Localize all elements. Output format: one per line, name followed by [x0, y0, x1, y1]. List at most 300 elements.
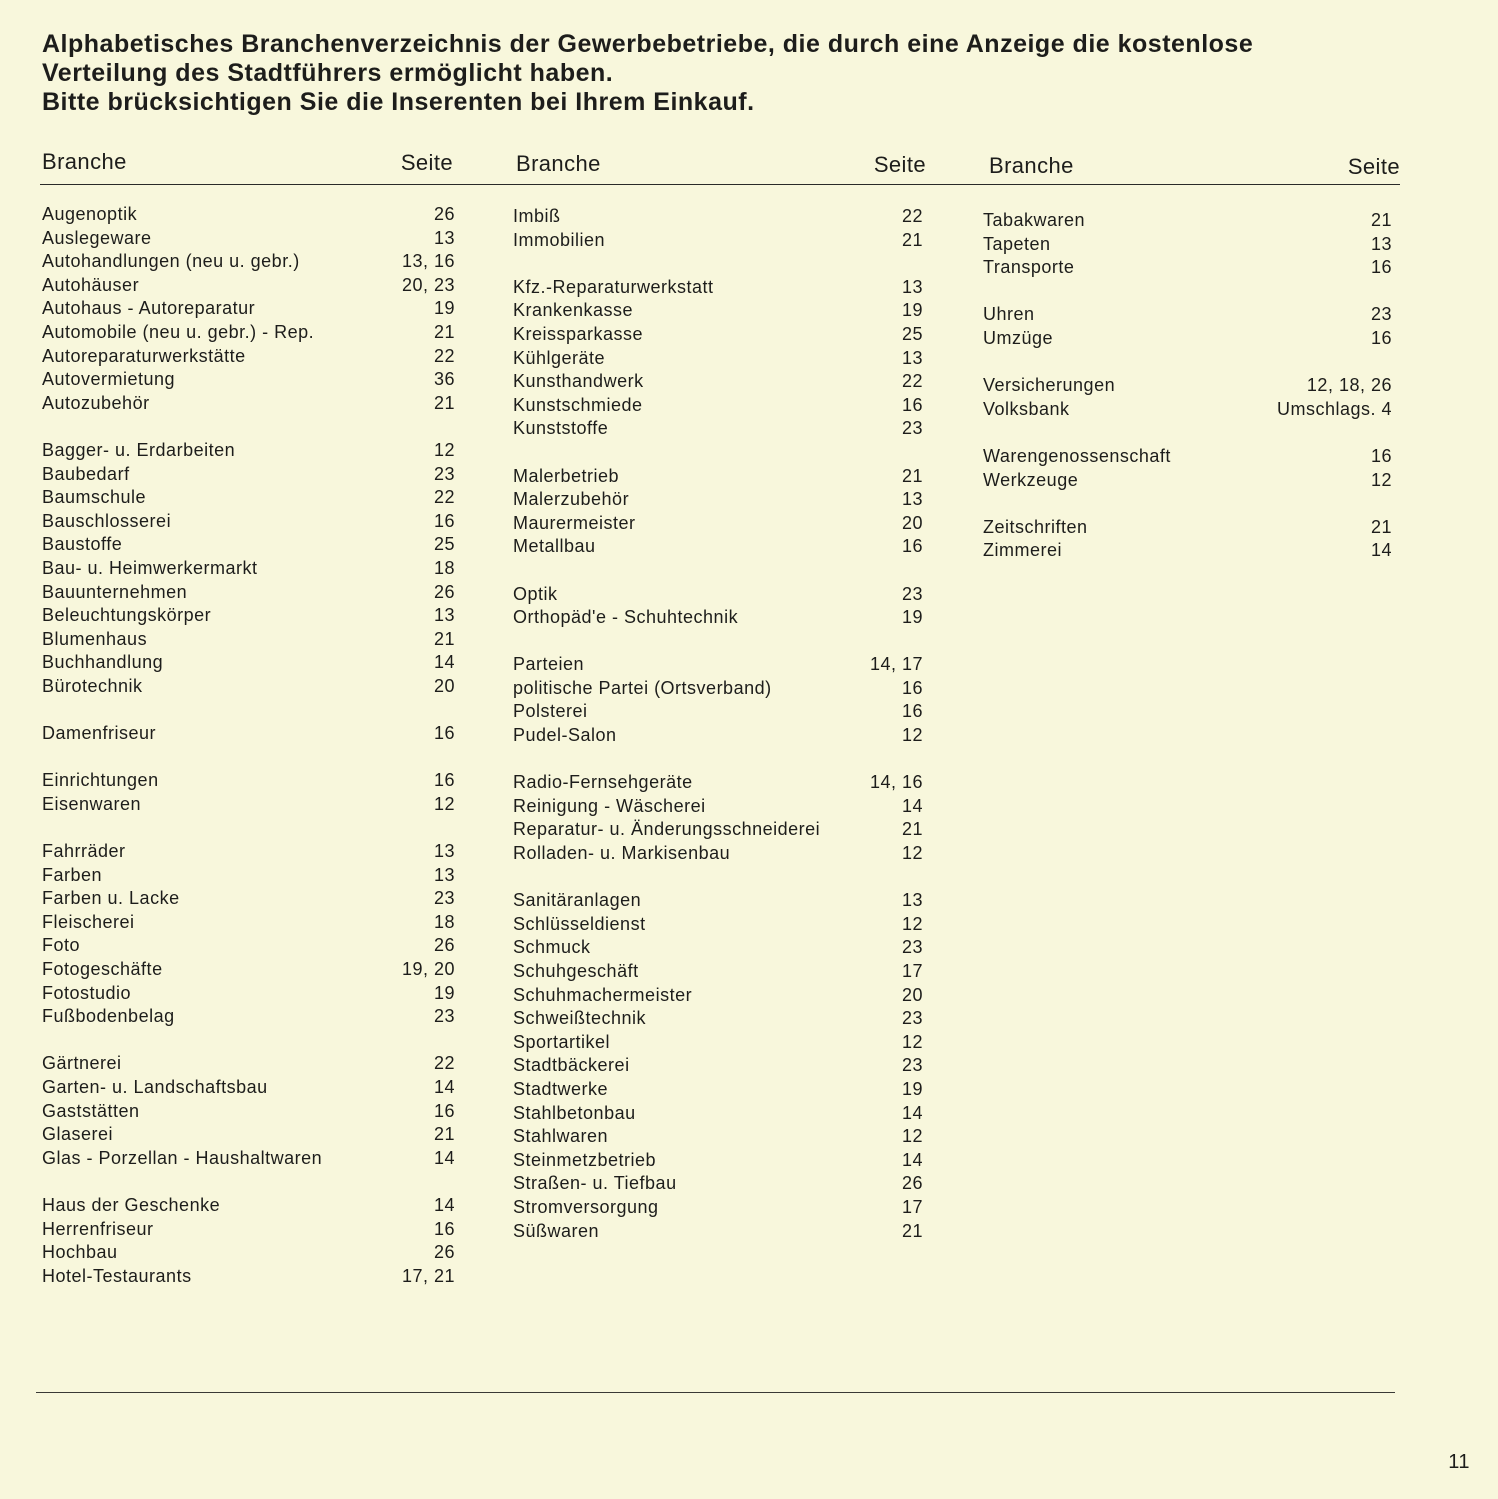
list-item — [983, 469, 1392, 493]
title-line-3: Bitte brücksichtigen Sie die Inserenten bei Ihrem Einkauf. — [42, 88, 755, 116]
list-item — [513, 535, 923, 559]
page-reference: 21 — [1370, 210, 1392, 230]
directory-column-2 — [513, 205, 923, 1243]
list-item — [513, 1078, 923, 1102]
entry-group — [983, 516, 1392, 563]
entry-group — [42, 840, 455, 1029]
column-2-branche-header: Branche — [516, 151, 601, 176]
branche-name: Hotel-Testaurants — [42, 1265, 192, 1286]
page-reference: 14 — [901, 795, 923, 816]
column-1-seite-header: Seite — [400, 150, 453, 175]
list-item — [513, 488, 923, 512]
branche-name: Gaststätten — [42, 1100, 140, 1121]
branche-name: Herrenfriseur — [42, 1218, 154, 1239]
page-reference: 14 — [901, 1149, 923, 1170]
page-reference: 23 — [433, 888, 455, 909]
page-reference: 23 — [901, 583, 923, 604]
page-reference: 21 — [433, 392, 455, 413]
page-reference: 26 — [901, 1173, 923, 1194]
list-item — [513, 889, 923, 913]
list-item — [42, 1052, 455, 1076]
list-item — [513, 1149, 923, 1173]
branche-name: Tabakwaren — [983, 210, 1086, 230]
branche-name: Autoreparaturwerkstätte — [42, 345, 246, 366]
page-reference: 14 — [433, 652, 455, 673]
list-item — [513, 299, 923, 323]
list-item — [42, 533, 455, 557]
branche-name: Autohäuser — [42, 274, 140, 295]
page-reference: 12 — [433, 793, 455, 814]
page-reference: 16 — [1370, 445, 1392, 466]
column-3-seite-header: Seite — [1347, 154, 1400, 179]
page-reference: 13 — [901, 489, 923, 510]
list-item — [513, 205, 923, 229]
entry-group — [983, 374, 1392, 421]
branche-name: Umzüge — [983, 327, 1054, 348]
branche-name: Uhren — [983, 304, 1035, 325]
list-item — [42, 557, 455, 581]
branche-name: Kunststoffe — [513, 418, 609, 439]
list-item — [513, 1031, 923, 1055]
entry-group — [513, 465, 923, 559]
page-reference: 23 — [433, 463, 455, 484]
list-item — [42, 1147, 455, 1171]
page-number: 11 — [1448, 1451, 1470, 1473]
list-item — [983, 327, 1392, 351]
page-reference: 14 — [1370, 540, 1392, 561]
branche-name: Pudel-Salon — [513, 725, 617, 746]
page-reference: 16 — [901, 677, 923, 698]
entry-group — [42, 203, 455, 415]
page-reference: 16 — [433, 510, 455, 531]
entry-group — [513, 653, 923, 747]
branche-name: Krankenkasse — [513, 300, 634, 321]
page-reference: 16 — [901, 394, 923, 415]
branche-name: Fußbodenbelag — [42, 1006, 175, 1027]
branche-name: Parteien — [513, 654, 585, 675]
branche-name: Süßwaren — [513, 1220, 600, 1241]
page-reference: 13 — [433, 605, 455, 626]
entry-group — [513, 276, 923, 441]
branche-name: Fotostudio — [42, 982, 132, 1003]
list-item — [513, 700, 923, 724]
branche-name: Stadtwerke — [513, 1078, 609, 1099]
branche-name: Schmuck — [513, 937, 591, 958]
page-reference: 21 — [433, 628, 455, 649]
list-item — [983, 233, 1392, 257]
entry-group — [983, 445, 1392, 492]
branche-name: Metallbau — [513, 536, 596, 557]
page-reference: 16 — [1370, 257, 1392, 278]
column-3-branche-header: Branche — [989, 153, 1074, 178]
list-item — [983, 516, 1392, 540]
list-item — [42, 486, 455, 510]
list-item — [42, 463, 455, 487]
page-reference: 12, 18, 26 — [1306, 375, 1392, 396]
page-reference: 16 — [433, 1100, 455, 1121]
page-reference: 21 — [433, 321, 455, 342]
list-item — [513, 1196, 923, 1220]
list-item — [42, 934, 455, 958]
branche-name: Foto — [42, 935, 81, 956]
page-reference: 14, 16 — [869, 772, 923, 793]
directory-column-1 — [42, 203, 455, 1288]
branche-name: Kühlgeräte — [513, 347, 606, 368]
page-reference: 23 — [901, 1008, 923, 1029]
branche-name: Maurermeister — [513, 512, 636, 533]
branche-name: Kfz.-Reparaturwerkstatt — [513, 276, 714, 297]
entry-group — [983, 209, 1392, 280]
list-item — [42, 250, 455, 274]
branche-name: Fahrräder — [42, 841, 126, 862]
page-reference: 26 — [433, 204, 455, 224]
page-reference: 14 — [433, 1194, 455, 1215]
list-item — [42, 675, 455, 699]
title-line-2: Verteilung des Stadtführers ermöglicht haben. — [42, 59, 614, 87]
branche-name: Damenfriseur — [42, 723, 157, 744]
branche-name: Haus der Geschenke — [42, 1194, 221, 1215]
page-reference: 12 — [901, 1126, 923, 1147]
list-item — [42, 911, 455, 935]
list-item — [513, 771, 923, 795]
page-reference: 12 — [901, 725, 923, 746]
list-item — [42, 604, 455, 628]
page-reference: 22 — [433, 487, 455, 508]
page-reference: 26 — [433, 935, 455, 956]
list-item — [42, 274, 455, 298]
page-reference: 18 — [433, 911, 455, 932]
list-item — [513, 465, 923, 489]
page-reference: 13 — [901, 276, 923, 297]
list-item — [513, 1172, 923, 1196]
branche-name: Autovermietung — [42, 369, 176, 390]
branche-name: Bauschlosserei — [42, 510, 172, 531]
branche-name: Autohaus - Autoreparatur — [42, 298, 256, 319]
branche-name: Beleuchtungskörper — [42, 605, 212, 626]
branche-name: Orthopäd'e - Schuhtechnik — [513, 607, 739, 628]
page-reference: 21 — [901, 819, 923, 840]
branche-name: Fotogeschäfte — [42, 959, 163, 979]
branche-name: Schuhgeschäft — [513, 961, 639, 981]
list-item — [513, 229, 923, 253]
page-reference: 16 — [433, 770, 455, 791]
list-item — [513, 936, 923, 960]
page-reference: 13 — [901, 890, 923, 911]
page-reference: 14, 17 — [869, 654, 923, 675]
page-reference: 22 — [901, 371, 923, 392]
branche-name: Fleischerei — [42, 911, 135, 932]
list-item — [42, 321, 455, 345]
branche-name: Volksbank — [983, 398, 1070, 419]
list-item — [42, 345, 455, 369]
list-item — [513, 347, 923, 371]
list-item — [42, 1076, 455, 1100]
branche-name: Baumschule — [42, 487, 147, 508]
page-reference: 21 — [433, 1124, 455, 1145]
branche-name: Baustoffe — [42, 534, 123, 555]
page-reference: 20 — [901, 512, 923, 533]
header-divider — [40, 184, 1400, 185]
list-item — [42, 227, 455, 251]
branche-name: Stadtbäckerei — [513, 1055, 630, 1076]
branche-name: Augenoptik — [42, 204, 138, 224]
branche-name: Schlüsseldienst — [513, 913, 646, 934]
list-item — [42, 510, 455, 534]
branche-name: Bürotechnik — [42, 675, 143, 696]
page-reference: 16 — [433, 1218, 455, 1239]
branche-name: Malerzubehör — [513, 489, 630, 510]
list-item — [42, 581, 455, 605]
branche-name: Sanitäranlagen — [513, 890, 642, 911]
list-item — [42, 887, 455, 911]
page-reference: 21 — [1370, 516, 1392, 537]
list-item — [42, 651, 455, 675]
page-reference: 19 — [901, 1078, 923, 1099]
page-reference: 26 — [433, 581, 455, 602]
branche-name: Radio-Fernsehgeräte — [513, 772, 693, 793]
entry-group — [983, 303, 1392, 350]
branche-name: Einrichtungen — [42, 770, 159, 791]
list-item — [42, 982, 455, 1006]
branche-name: Kreissparkasse — [513, 323, 644, 344]
list-item — [42, 722, 455, 746]
branche-name: Stromversorgung — [513, 1196, 659, 1217]
branche-name: Autozubehör — [42, 392, 150, 413]
branche-name: Gärtnerei — [42, 1053, 122, 1074]
branche-name: Imbiß — [513, 206, 561, 226]
page-reference: 14 — [433, 1076, 455, 1097]
list-item — [42, 368, 455, 392]
branche-name: Reinigung - Wäscherei — [513, 795, 706, 816]
branche-name: Glas - Porzellan - Haushaltwaren — [42, 1147, 323, 1168]
list-item — [983, 445, 1392, 469]
branche-name: Automobile (neu u. gebr.) - Rep. — [42, 321, 315, 342]
entry-group — [42, 722, 455, 746]
branche-name: Schuhmachermeister — [513, 984, 693, 1005]
list-item — [513, 1125, 923, 1149]
branche-name: Kunstschmiede — [513, 394, 643, 415]
list-item — [513, 323, 923, 347]
branche-name: Blumenhaus — [42, 628, 148, 649]
list-item — [513, 370, 923, 394]
entry-group — [42, 1194, 455, 1288]
list-item — [513, 795, 923, 819]
branche-name: Polsterei — [513, 701, 588, 722]
page-reference: 22 — [433, 345, 455, 366]
branche-name: Straßen- u. Tiefbau — [513, 1173, 677, 1194]
page-reference: 17, 21 — [401, 1265, 455, 1286]
list-item — [513, 394, 923, 418]
entry-group — [42, 439, 455, 699]
list-item — [513, 1220, 923, 1244]
branche-name: Zimmerei — [983, 540, 1062, 561]
branche-name: Rolladen- u. Markisenbau — [513, 843, 731, 864]
list-item — [513, 1007, 923, 1031]
list-item — [983, 398, 1392, 422]
page-reference: 23 — [901, 1055, 923, 1076]
page-reference: 21 — [901, 465, 923, 486]
page-reference: 21 — [901, 1220, 923, 1241]
branche-name: Optik — [513, 583, 558, 604]
page-reference: 17 — [901, 1196, 923, 1217]
branche-name: Glaserei — [42, 1124, 114, 1145]
list-item — [983, 209, 1392, 233]
page-reference: 13 — [901, 347, 923, 368]
page-reference: 19 — [433, 298, 455, 319]
page-reference: 12 — [1370, 469, 1392, 490]
page-reference: 18 — [433, 557, 455, 578]
entry-group — [513, 583, 923, 630]
branche-name: Warengenossenschaft — [983, 445, 1171, 466]
page-reference: 22 — [433, 1053, 455, 1074]
branche-name: Zeitschriften — [983, 516, 1088, 537]
entry-group — [42, 1052, 455, 1170]
branche-name: Eisenwaren — [42, 793, 142, 814]
branche-name: Immobilien — [513, 229, 606, 250]
page-reference: 13 — [433, 864, 455, 885]
page-reference: 21 — [901, 229, 923, 250]
page-reference: 13 — [433, 227, 455, 248]
page-reference: 13, 16 — [401, 251, 455, 272]
branche-name: Stahlbetonbau — [513, 1102, 636, 1123]
page-reference: Umschlags. 4 — [1276, 398, 1392, 419]
branche-name: Schweißtechnik — [513, 1008, 647, 1029]
list-item — [42, 1005, 455, 1029]
page-reference: 12 — [901, 913, 923, 934]
page-reference: 14 — [901, 1102, 923, 1123]
list-item — [983, 256, 1392, 280]
list-item — [42, 628, 455, 652]
list-item — [42, 1265, 455, 1289]
page-reference: 26 — [433, 1242, 455, 1263]
list-item — [42, 1100, 455, 1124]
branche-name: Farben u. Lacke — [42, 888, 180, 909]
list-item — [42, 864, 455, 888]
page-reference: 25 — [901, 323, 923, 344]
list-item — [513, 606, 923, 630]
list-item — [513, 512, 923, 536]
list-item — [513, 417, 923, 441]
page-reference: 36 — [433, 369, 455, 390]
page-reference: 23 — [901, 937, 923, 958]
footer-divider — [36, 1392, 1395, 1393]
title-line-1: Alphabetisches Branchenverzeichnis der Gewerbebetriebe, die durch eine Anzeige die kostenlose — [42, 30, 1254, 58]
branche-name: Bagger- u. Erdarbeiten — [42, 439, 236, 460]
page-reference: 23 — [433, 1006, 455, 1027]
page-reference: 14 — [433, 1147, 455, 1168]
list-item — [983, 374, 1392, 398]
branche-name: Stahlwaren — [513, 1126, 609, 1147]
list-item — [513, 653, 923, 677]
page-title — [42, 30, 1253, 117]
list-item — [513, 1102, 923, 1126]
list-item — [42, 769, 455, 793]
list-item — [513, 1054, 923, 1078]
list-item — [42, 203, 455, 227]
page-reference: 19, 20 — [401, 959, 455, 979]
list-item — [42, 392, 455, 416]
page-reference: 16 — [433, 723, 455, 744]
branche-name: Bauunternehmen — [42, 581, 188, 602]
entry-group — [513, 771, 923, 865]
page-reference: 16 — [1370, 327, 1392, 348]
branche-name: Steinmetzbetrieb — [513, 1149, 657, 1170]
page-reference: 20, 23 — [401, 274, 455, 295]
entry-group — [513, 889, 923, 1243]
branche-name: Bau- u. Heimwerkermarkt — [42, 557, 258, 578]
list-item — [513, 818, 923, 842]
page-reference: 23 — [1370, 304, 1392, 325]
branche-name: Garten- u. Landschaftsbau — [42, 1076, 268, 1097]
column-2-seite-header: Seite — [873, 152, 926, 177]
branche-name: Buchhandlung — [42, 652, 164, 673]
list-item — [42, 297, 455, 321]
page-reference: 19 — [901, 300, 923, 321]
page-reference: 25 — [433, 534, 455, 555]
page-reference: 22 — [901, 206, 923, 226]
list-item — [42, 793, 455, 817]
page-reference: 13 — [1370, 233, 1392, 254]
list-item — [42, 840, 455, 864]
list-item — [513, 583, 923, 607]
page-reference: 12 — [433, 439, 455, 460]
page-reference: 16 — [901, 701, 923, 722]
branche-name: Auslegeware — [42, 227, 152, 248]
entry-group — [513, 205, 923, 252]
directory-column-3 — [983, 209, 1392, 563]
list-item — [983, 303, 1392, 327]
page-reference: 20 — [433, 675, 455, 696]
list-item — [513, 677, 923, 701]
list-item — [513, 276, 923, 300]
branche-name: Werkzeuge — [983, 469, 1079, 490]
branche-name: politische Partei (Ortsverband) — [513, 677, 772, 698]
branche-name: Reparatur- u. Änderungsschneiderei — [513, 819, 821, 840]
branche-name: Transporte — [983, 257, 1075, 278]
entry-group — [42, 769, 455, 816]
list-item — [42, 1123, 455, 1147]
branche-name: Kunsthandwerk — [513, 371, 644, 392]
list-item — [513, 724, 923, 748]
column-1-branche-header: Branche — [42, 149, 127, 174]
branche-name: Tapeten — [983, 233, 1051, 254]
list-item — [513, 842, 923, 866]
page-reference: 20 — [901, 984, 923, 1005]
page-reference: 13 — [433, 841, 455, 862]
page-reference: 12 — [901, 1031, 923, 1052]
page-reference: 17 — [901, 961, 923, 981]
list-item — [42, 1218, 455, 1242]
list-item — [42, 958, 455, 982]
page-reference: 19 — [433, 982, 455, 1003]
page-reference: 19 — [901, 607, 923, 628]
branche-name: Baubedarf — [42, 463, 130, 484]
list-item — [513, 960, 923, 984]
branche-name: Hochbau — [42, 1242, 118, 1263]
page-reference: 16 — [901, 536, 923, 557]
list-item — [42, 1241, 455, 1265]
branche-name: Farben — [42, 864, 103, 885]
list-item — [983, 539, 1392, 563]
page-reference: 12 — [901, 843, 923, 864]
branche-name: Malerbetrieb — [513, 465, 620, 486]
list-item — [513, 913, 923, 937]
branche-name: Versicherungen — [983, 375, 1116, 396]
list-item — [42, 1194, 455, 1218]
list-item — [42, 439, 455, 463]
branche-name: Autohandlungen (neu u. gebr.) — [42, 251, 300, 272]
branche-name: Sportartikel — [513, 1031, 611, 1052]
